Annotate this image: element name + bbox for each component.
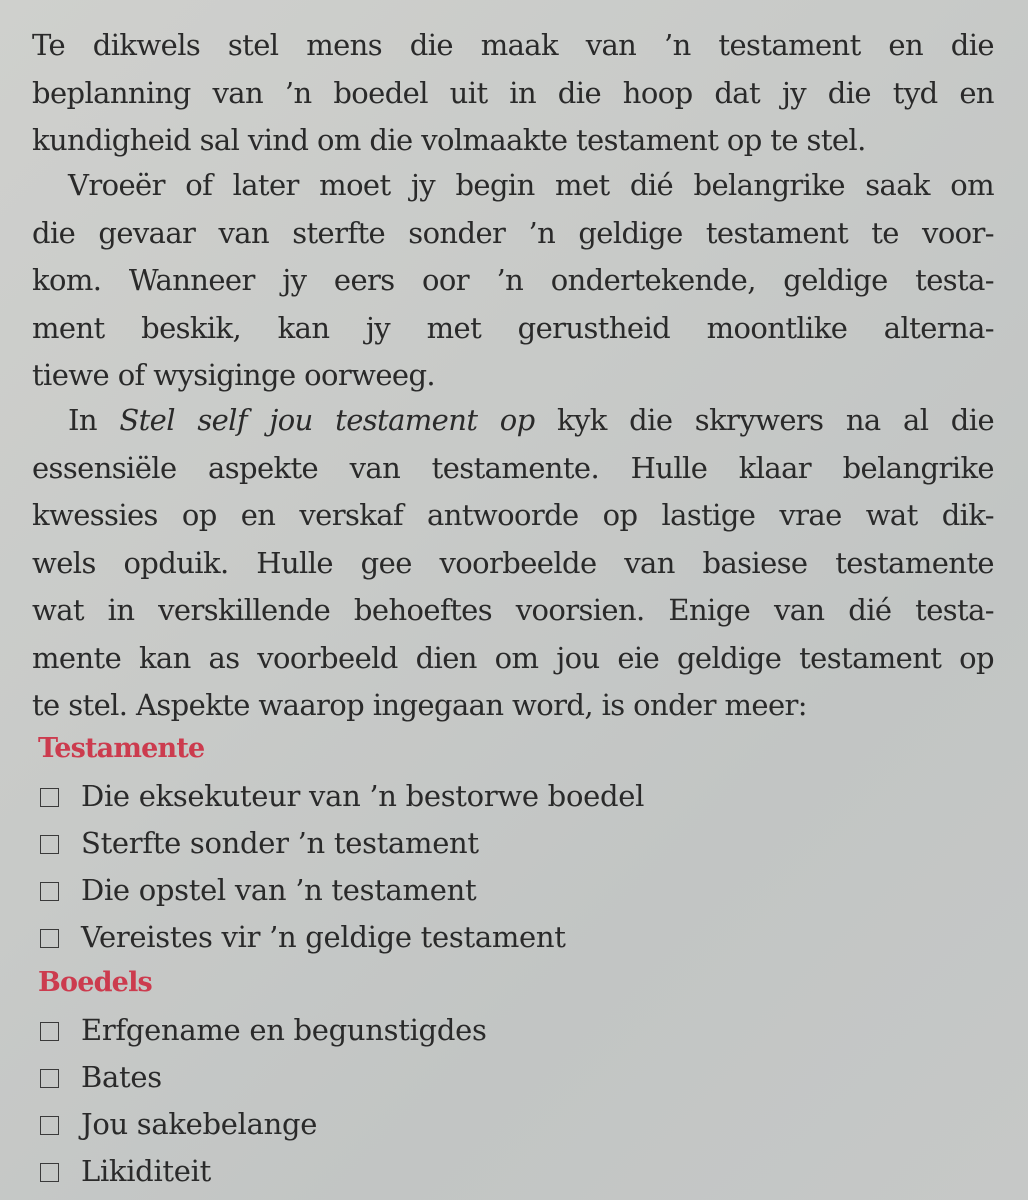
list-item — [40, 1147, 487, 1194]
text-line: kom. Wanneer jy eers oor ’n ondertekende, geldige testa- — [32, 263, 994, 297]
checkbox-icon — [40, 1116, 59, 1135]
list-item-label: Bates — [81, 1059, 162, 1094]
paragraph-urgency — [32, 162, 994, 400]
section-heading-testamente: Testamente — [38, 733, 205, 764]
checkbox-icon — [40, 1069, 59, 1088]
checkbox-icon — [40, 835, 59, 854]
text-line: ment beskik, kan jy met gerustheid moontlike alterna- — [32, 310, 994, 345]
checkbox-icon — [40, 929, 59, 948]
list-item-label: Vereistes vir ’n geldige testament — [81, 919, 566, 954]
list-item-label: Die opstel van ’n testament — [81, 872, 477, 907]
checkbox-icon — [40, 1163, 59, 1182]
text-line: kundigheid sal vind om die volmaakte testament op te stel. — [32, 123, 866, 157]
checkbox-icon — [40, 788, 59, 807]
list-item-label: Sterfte sonder ’n testament — [81, 825, 479, 860]
text-suffix: kyk die skrywers na al die — [534, 403, 995, 437]
list-item-label: Jou sakebelange — [81, 1106, 318, 1141]
text-line: wat in verskillende behoeftes voorsien. Enige van dié testa- — [32, 593, 994, 627]
text-line: essensiële aspekte van testamente. Hulle klaar belangrike — [32, 450, 994, 485]
checkbox-icon — [40, 1022, 59, 1041]
section-heading-boedels: Boedels — [38, 967, 152, 998]
text-line: Te dikwels stel mens die maak van ’n testament en die — [32, 28, 994, 62]
list-item — [40, 1006, 487, 1053]
checklist-boedels — [40, 1006, 487, 1194]
text-prefix: In — [68, 403, 120, 437]
book-title: Stel self jou testament op — [119, 403, 535, 437]
checkbox-icon — [40, 882, 59, 901]
list-item — [40, 866, 644, 913]
text-line — [32, 162, 994, 210]
list-item — [40, 1100, 487, 1147]
list-item — [40, 913, 644, 960]
text-line — [32, 397, 994, 445]
list-item — [40, 819, 644, 866]
text-line: mente kan as voorbeeld dien om jou eie geldige testament op — [32, 640, 994, 675]
paragraph-intro — [32, 22, 994, 165]
text-line-content: Vroeër of later moet jy begin met dié belangrike saak om — [68, 168, 994, 202]
checklist-testamente — [40, 772, 644, 960]
text-line: wels opduik. Hulle gee voorbeelde van basiese testamente — [32, 545, 994, 580]
text-line: die gevaar van sterfte sonder ’n geldige testament te voor- — [32, 215, 994, 250]
list-item — [40, 1053, 487, 1100]
list-item-label: Likiditeit — [81, 1153, 211, 1188]
text-line: kwessies op en verskaf antwoorde op lastige vrae wat dik- — [32, 498, 994, 532]
text-line: beplanning van ’n boedel uit in die hoop dat jy die tyd en — [32, 75, 994, 110]
list-item-label: Erfgename en begunstigdes — [81, 1012, 487, 1047]
list-item-label: Die eksekuteur van ’n bestorwe boedel — [81, 778, 645, 813]
text-line: te stel. Aspekte waarop ingegaan word, is onder meer: — [32, 688, 807, 722]
paragraph-book-summary — [32, 397, 994, 730]
text-line: tiewe of wysiginge oorweeg. — [32, 358, 436, 392]
list-item — [40, 772, 644, 819]
